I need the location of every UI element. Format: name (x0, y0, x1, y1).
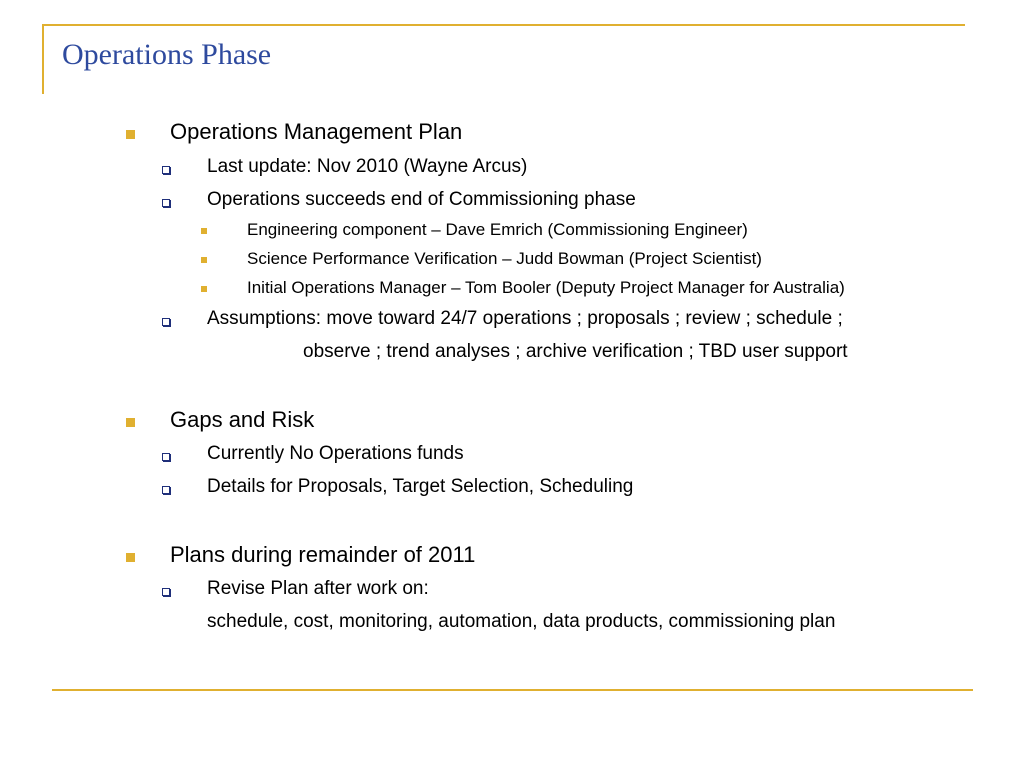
bottom-border-line (52, 689, 973, 691)
left-border-line (42, 24, 44, 94)
item-details-proposals: Details for Proposals, Target Selection, Scheduling (207, 476, 634, 497)
subitem-science-verification: Science Performance Verification – Judd Bowman (Project Scientist) (247, 249, 762, 268)
top-border-line (42, 24, 965, 26)
section-heading-plans-2011: Plans during remainder of 2011 (170, 542, 476, 567)
small-square-bullet-icon (201, 257, 207, 263)
subitem-operations-manager: Initial Operations Manager – Tom Booler (Deputy Project Manager for Australia) (247, 278, 845, 297)
checkbox-bullet-icon (162, 166, 170, 174)
small-square-bullet-icon (201, 286, 207, 292)
item-no-operations-funds: Currently No Operations funds (207, 443, 464, 464)
item-revise-plan: Revise Plan after work on: (207, 578, 429, 599)
item-operations-succeeds: Operations succeeds end of Commissioning phase (207, 189, 636, 210)
checkbox-bullet-icon (162, 318, 170, 326)
checkbox-bullet-icon (162, 486, 170, 494)
square-bullet-icon (126, 130, 135, 139)
section-heading-gaps-risk: Gaps and Risk (170, 407, 315, 432)
item-revise-plan-continued: schedule, cost, monitoring, automation, data products, commissioning plan (207, 611, 836, 632)
slide-title: Operations Phase (62, 38, 272, 71)
subitem-engineering: Engineering component – Dave Emrich (Commissioning Engineer) (247, 220, 748, 239)
item-assumptions: Assumptions: move toward 24/7 operations ; proposals ; review ; schedule ; (207, 308, 843, 329)
item-assumptions-continued: observe ; trend analyses ; archive verification ; TBD user support (303, 341, 848, 362)
checkbox-bullet-icon (162, 588, 170, 596)
checkbox-bullet-icon (162, 199, 170, 207)
square-bullet-icon (126, 553, 135, 562)
square-bullet-icon (126, 418, 135, 427)
item-last-update: Last update: Nov 2010 (Wayne Arcus) (207, 156, 528, 177)
section-heading-operations-plan: Operations Management Plan (170, 119, 463, 144)
small-square-bullet-icon (201, 228, 207, 234)
checkbox-bullet-icon (162, 453, 170, 461)
